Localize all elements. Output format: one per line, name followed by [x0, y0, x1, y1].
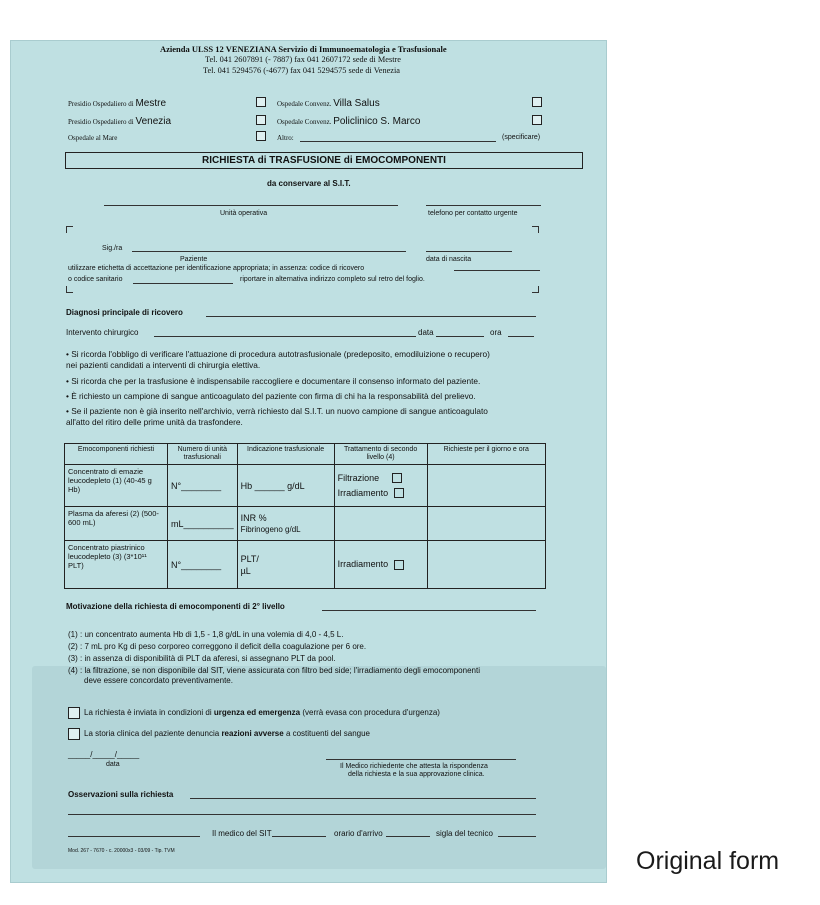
table-header: Trattamento di secondo livello (4) [334, 444, 427, 465]
irradiation-checkbox[interactable] [394, 488, 404, 498]
hospital-prefix: Ospedale Convenz. [277, 118, 332, 126]
note-line: (2) : 7 mL pro Kg di peso corporeo correggono il deficit della coagulazione per 6 ore. [68, 642, 367, 651]
units-cell[interactable]: N°________ [168, 465, 238, 507]
doctor-signature-field[interactable] [326, 759, 516, 760]
checkbox-mestre[interactable] [256, 97, 266, 107]
phone-label: telefono per contatto urgente [428, 210, 518, 217]
note-line: (1) : un concentrato aumenta Hb di 1,5 - 1,8 g/dL in una volemia di 4,0 - 4,5 L. [68, 630, 344, 639]
adverse-pre: La storia clinica del paziente denuncia [84, 729, 220, 738]
doctor-note-1: Il Medico richiedente che attesta la rispondenza [340, 763, 488, 770]
surgery-label: Intervento chirurgico [66, 328, 139, 337]
unit-label: Unità operativa [220, 210, 268, 217]
date-field[interactable]: _____/_____/_____ [68, 750, 140, 759]
hospital-mare-label: Ospedale al Mare [68, 134, 118, 142]
indication-label: INR % [240, 512, 267, 523]
caption-text: Original form [636, 847, 780, 875]
hospital-prefix: Ospedale Convenz. [277, 100, 332, 108]
corner-mark [66, 286, 73, 293]
hospital-venezia-label [68, 116, 171, 127]
header-line-1: Azienda ULSS 12 VENEZIANA Servizio di Immunoematologia e Trasfusionale [160, 44, 447, 54]
surgery-field[interactable] [154, 336, 416, 337]
table-row [65, 465, 546, 507]
form-title: RICHIESTA di TRASFUSIONE di EMOCOMPONENTI [65, 152, 583, 169]
surgery-date-field[interactable] [436, 336, 484, 337]
bullet-line: • Si ricorda l'obbligo di verificare l'attuazione di procedura autotrasfusionale (predeposito, emodiluizione o recupero) [66, 349, 490, 359]
date-label: data [106, 761, 120, 768]
adverse-reactions-checkbox[interactable] [68, 728, 80, 740]
hospital-policlinico-label [277, 116, 420, 127]
checkbox-villa-salus[interactable] [532, 97, 542, 107]
birth-date-label: data di nascita [426, 256, 472, 263]
unit-field[interactable] [104, 205, 398, 206]
altro-field[interactable] [300, 141, 496, 142]
health-code-field[interactable] [133, 283, 233, 284]
indication-cell[interactable]: Hb ______ g/dL [237, 465, 334, 507]
treatment-cell [334, 465, 427, 507]
table-header: Numero di unità trasfusionali [168, 444, 238, 465]
form-code: Mod. 267 - 7670 - c. 20000x3 - 03/09 - Tip. TVM [68, 848, 175, 854]
patient-label: Paziente [180, 256, 208, 263]
motivation-field[interactable] [322, 610, 536, 611]
adverse-post: a costituenti del sangue [285, 729, 370, 738]
indication-label: Fibrinogeno g/dL [240, 524, 301, 534]
motivation-label: Motivazione della richiesta di emocomponenti di 2° livello [66, 602, 285, 611]
hospital-name: Mestre [135, 98, 167, 109]
header-line-3: Tel. 041 5294576 (-4677) fax 041 5294575 sede di Venezia [203, 66, 400, 75]
note-line: (3) : in assenza di disponibilità di PLT da aferesi, si assegnano PLT da pool. [68, 654, 336, 663]
table-row [65, 541, 546, 589]
request-datetime-cell[interactable] [427, 465, 545, 507]
component-name: Concentrato di emazie leucodepleto (1) (40-45 g Hb) [65, 465, 168, 507]
corner-mark [532, 226, 539, 233]
urgency-checkbox[interactable] [68, 707, 80, 719]
arrival-field[interactable] [386, 836, 430, 837]
adverse-text [84, 729, 370, 738]
checkbox-policlinico[interactable] [532, 115, 542, 125]
form-subtitle: da conservare al S.I.T. [267, 179, 351, 188]
doctor-note-2: della richiesta e la sua approvazione clinica. [348, 771, 485, 778]
treatment-label: Irradiamento [337, 559, 389, 570]
corner-mark [532, 286, 539, 293]
hospital-mestre-label [68, 98, 166, 109]
indication-cell[interactable] [237, 541, 334, 589]
checkbox-venezia[interactable] [256, 115, 266, 125]
surgery-time-label: ora [490, 328, 502, 337]
bullet-line: • È richiesto un campione di sangue anticoagulato del paziente con firma di chi ha la responsabilità del prelievo. [66, 391, 476, 401]
altro-specify-label: (specificare) [502, 134, 541, 141]
urgency-pre: La richiesta è inviata in condizioni di [84, 708, 212, 717]
indication-label: µL [240, 565, 251, 576]
units-label: N° [171, 559, 182, 570]
units-cell[interactable]: N°________ [168, 541, 238, 589]
indication-cell[interactable] [237, 507, 334, 541]
tech-field[interactable] [498, 836, 536, 837]
arrival-label: orario d'arrivo [334, 829, 383, 838]
treatment-cell [334, 507, 427, 541]
observations-field[interactable] [190, 798, 536, 799]
adverse-bold: reazioni avverse [221, 729, 284, 738]
sit-doctor-label: Il medico del SIT [212, 829, 272, 838]
patient-name-field[interactable] [132, 251, 406, 252]
components-table [64, 443, 546, 589]
patient-note-2b: riportare in alternativa indirizzo completo sul retro del foglio. [240, 276, 425, 283]
hospital-name: Policlinico S. Marco [333, 116, 421, 127]
sit-doctor-field[interactable] [272, 836, 326, 837]
diagnosis-label: Diagnosi principale di ricovero [66, 308, 183, 317]
hospital-name: Venezia [135, 116, 172, 127]
treatment-label: Filtrazione [337, 472, 380, 483]
urgency-text [84, 708, 440, 717]
corner-mark [66, 226, 73, 233]
component-name: Concentrato piastrinico leucodepleto (3) (3*10¹¹ PLT) [65, 541, 168, 589]
urgency-bold: urgenza ed emergenza [213, 708, 301, 717]
note-line: (4) : la filtrazione, se non disponibile dal SIT, viene assicurata con filtro bed side; l'irradiamento degli emocomponenti [68, 666, 480, 675]
units-cell[interactable]: mL__________ [168, 507, 238, 541]
table-header: Richieste per il giorno e ora [427, 444, 545, 465]
bullet-line: all'atto del ritiro delle prime unità da trasfondere. [66, 417, 243, 427]
bullet-line: nei pazienti candidati a interventi di chirurgia elettiva. [66, 360, 261, 370]
checkbox-mare[interactable] [256, 131, 266, 141]
table-header: Emocomponenti richiesti [65, 444, 168, 465]
treatment-cell [334, 541, 427, 589]
hospital-villa-salus-label [277, 98, 380, 109]
bullet-line: • Se il paziente non è già inserito nell'archivio, verrà richiesto dal S.I.T. un nuovo campione di sangue anticoagulato [66, 406, 488, 416]
form-paper [10, 40, 607, 883]
birth-date-field[interactable] [426, 251, 512, 252]
treatment-label: Irradiamento [337, 487, 389, 498]
table-row [65, 507, 546, 541]
sig-label: Sig./ra [102, 245, 123, 252]
units-label: mL [171, 518, 184, 529]
surgery-time-field[interactable] [508, 336, 534, 337]
component-name: Plasma da aferesi (2) (500-600 mL) [65, 507, 168, 541]
hospital-prefix: Presidio Ospedaliero di [68, 100, 134, 108]
table-header-row [65, 444, 546, 465]
diagnosis-field[interactable] [206, 316, 536, 317]
tech-label: sigla del tecnico [436, 829, 493, 838]
units-label: N° [171, 480, 182, 491]
patient-note-1: utilizzare etichetta di accettazione per identificazione appropriata; in assenza: codice di ricovero [68, 265, 365, 272]
hospital-prefix: Presidio Ospedaliero di [68, 118, 134, 126]
irradiation-checkbox[interactable] [394, 560, 404, 570]
observations-field-2[interactable] [68, 814, 536, 815]
bullet-line: • Si ricorda che per la trasfusione è indispensabile raccogliere e documentare il consenso informato del paziente. [66, 376, 481, 386]
hospital-name: Villa Salus [333, 98, 380, 109]
indication-label: PLT/ [240, 553, 259, 564]
table-header: Indicazione trasfusionale [237, 444, 334, 465]
patient-extra-field[interactable] [454, 270, 540, 271]
header-line-2: Tel. 041 2607891 (- 7887) fax 041 2607172 sede di Mestre [205, 55, 401, 64]
phone-field[interactable] [426, 205, 541, 206]
urgency-post: (verrà evasa con procedura d'urgenza) [302, 708, 440, 717]
observations-label: Osservazioni sulla richiesta [68, 790, 174, 799]
patient-note-2a: o codice sanitario [68, 276, 123, 283]
request-datetime-cell[interactable] [427, 541, 545, 589]
filtration-checkbox[interactable] [392, 473, 402, 483]
hospital-altro-label: Altro: [277, 134, 294, 142]
surgery-date-label: data [418, 328, 434, 337]
request-datetime-cell[interactable] [427, 507, 545, 541]
note-line: deve essere concordato preventivamente. [84, 676, 233, 685]
footer-field[interactable] [68, 836, 200, 837]
